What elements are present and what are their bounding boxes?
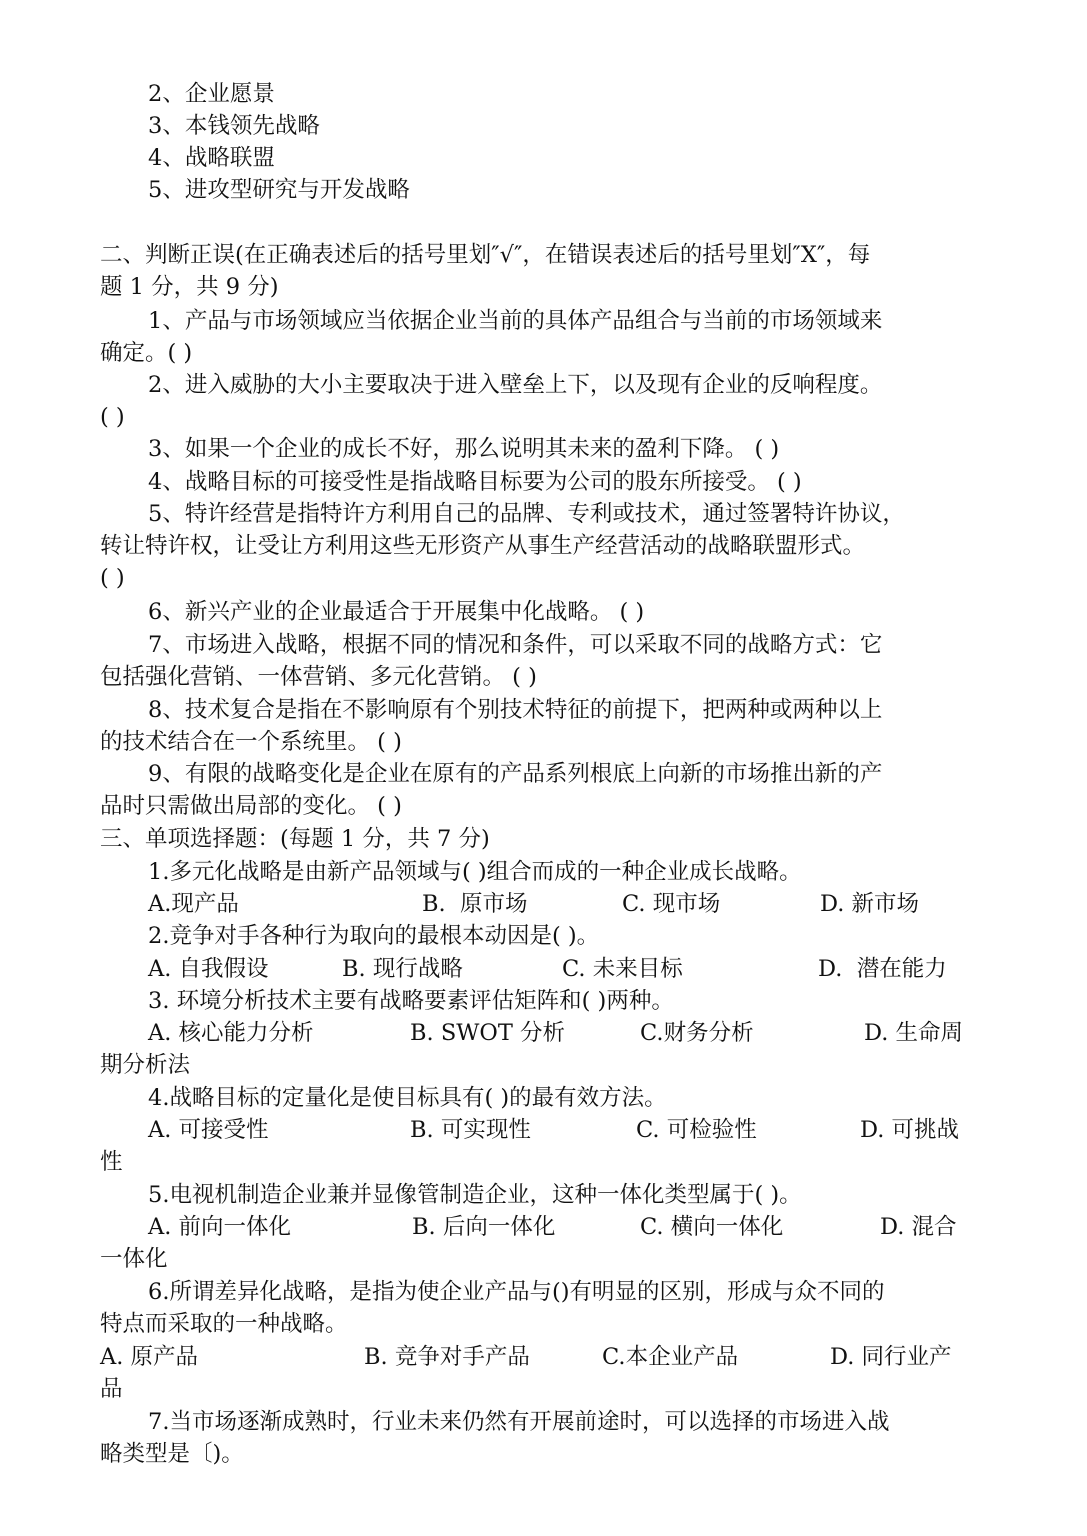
- question-stem: 6.所谓差异化战略，是指为使企业产品与()有明显的区别，形成与众不同的: [148, 1279, 885, 1305]
- question-text: 2、进入威胁的大小主要取决于进入壁垒上下，以及现有企业的反响程度。: [148, 372, 883, 398]
- option-c: C. 现市场: [622, 891, 721, 917]
- question-text: 转让特许权，让受让方利用这些无形资产从事生产经营活动的战略联盟形式。: [100, 533, 866, 559]
- option-a: A. 自我假设: [148, 956, 269, 982]
- question-stem: 4.战略目标的定量化是使目标具有( )的最有效方法。: [148, 1085, 667, 1111]
- list-item: 5、进攻型研究与开发战略: [148, 177, 410, 203]
- option-d-continued: 期分析法: [100, 1052, 191, 1078]
- question-text: 3、如果一个企业的成长不好，那么说明其未来的盈利下降。 ( ): [148, 436, 780, 462]
- option-d: D. 混合: [880, 1214, 957, 1240]
- option-d: D. 同行业产: [830, 1344, 952, 1370]
- section-heading: 三、单项选择题：(每题 1 分，共 7 分): [100, 826, 490, 852]
- question-text: 包括强化营销、一体营销、多元化营销。 ( ): [100, 664, 537, 690]
- option-a: A.现产品: [148, 891, 239, 917]
- question-text: 8、技术复合是指在不影响原有个别技术特征的前提下，把两种或两种以上: [148, 697, 883, 723]
- option-d-continued: 品: [100, 1376, 123, 1402]
- option-a: A. 前向一体化: [148, 1214, 292, 1240]
- list-item: 4、战略联盟: [148, 145, 275, 171]
- section-heading: 二、判断正误(在正确表述后的括号里划″√″，在错误表述后的括号里划″X″，每: [100, 242, 871, 268]
- question-text: ( ): [100, 565, 125, 591]
- option-c: C. 未来目标: [562, 956, 683, 982]
- option-a: A. 原产品: [100, 1344, 199, 1370]
- option-c: C. 可检验性: [636, 1117, 757, 1143]
- option-d-continued: 性: [100, 1149, 123, 1175]
- option-b: B. 后向一体化: [412, 1214, 556, 1240]
- question-stem: 特点而采取的一种战略。: [100, 1311, 348, 1337]
- question-stem: 7.当市场逐渐成熟时，行业未来仍然有开展前途时，可以选择的市场进入战: [148, 1409, 890, 1435]
- question-text: 的技术结合在一个系统里。 ( ): [100, 729, 402, 755]
- question-stem: 略类型是〔)。: [100, 1441, 244, 1467]
- option-d: D. 可挑战: [860, 1117, 960, 1143]
- question-text: 7、市场进入战略，根据不同的情况和条件，可以采取不同的战略方式：它: [148, 632, 883, 658]
- option-c: C.财务分析: [640, 1020, 754, 1046]
- question-text: 5、特许经营是指特许方利用自己的品牌、专利或技术，通过签署特许协议，: [148, 501, 905, 527]
- section-heading: 题 1 分，共 9 分): [100, 274, 279, 300]
- question-stem: 1.多元化战略是由新产品领域与( )组合而成的一种企业成长战略。: [148, 859, 802, 885]
- option-b: B. 原市场: [422, 891, 528, 917]
- question-stem: 2.竞争对手各种行为取向的最根本动因是( )。: [148, 923, 600, 949]
- question-text: ( ): [100, 404, 125, 430]
- question-stem: 3. 环境分析技术主要有战略要素评估矩阵和( )两种。: [148, 988, 674, 1014]
- option-d-continued: 一体化: [100, 1246, 168, 1272]
- question-stem: 5.电视机制造企业兼并显像管制造企业，这种一体化类型属于( )。: [148, 1182, 802, 1208]
- option-a: A. 核心能力分析: [148, 1020, 314, 1046]
- option-b: B. 竞争对手产品: [364, 1344, 530, 1370]
- question-text: 确定。( ): [100, 340, 193, 366]
- option-a: A. 可接受性: [148, 1117, 269, 1143]
- option-c: C.本企业产品: [602, 1344, 739, 1370]
- list-item: 2、企业愿景: [148, 81, 275, 107]
- question-text: 4、战略目标的可接受性是指战略目标要为公司的股东所接受。 ( ): [148, 469, 802, 495]
- option-d: D. 潜在能力: [818, 956, 947, 982]
- option-b: B. 现行战略: [342, 956, 463, 982]
- question-text: 品时只需做出局部的变化。 ( ): [100, 793, 402, 819]
- question-text: 1、产品与市场领域应当依据企业当前的具体产品组合与当前的市场领域来: [148, 308, 883, 334]
- option-b: B. SWOT 分析: [410, 1020, 565, 1046]
- option-d: D. 生命周: [864, 1020, 964, 1046]
- question-text: 6、新兴产业的企业最适合于开展集中化战略。 ( ): [148, 599, 645, 625]
- list-item: 3、本钱领先战略: [148, 113, 320, 139]
- question-text: 9、有限的战略变化是企业在原有的产品系列根底上向新的市场推出新的产: [148, 761, 883, 787]
- option-c: C. 横向一体化: [640, 1214, 784, 1240]
- option-d: D. 新市场: [820, 891, 920, 917]
- option-b: B. 可实现性: [410, 1117, 531, 1143]
